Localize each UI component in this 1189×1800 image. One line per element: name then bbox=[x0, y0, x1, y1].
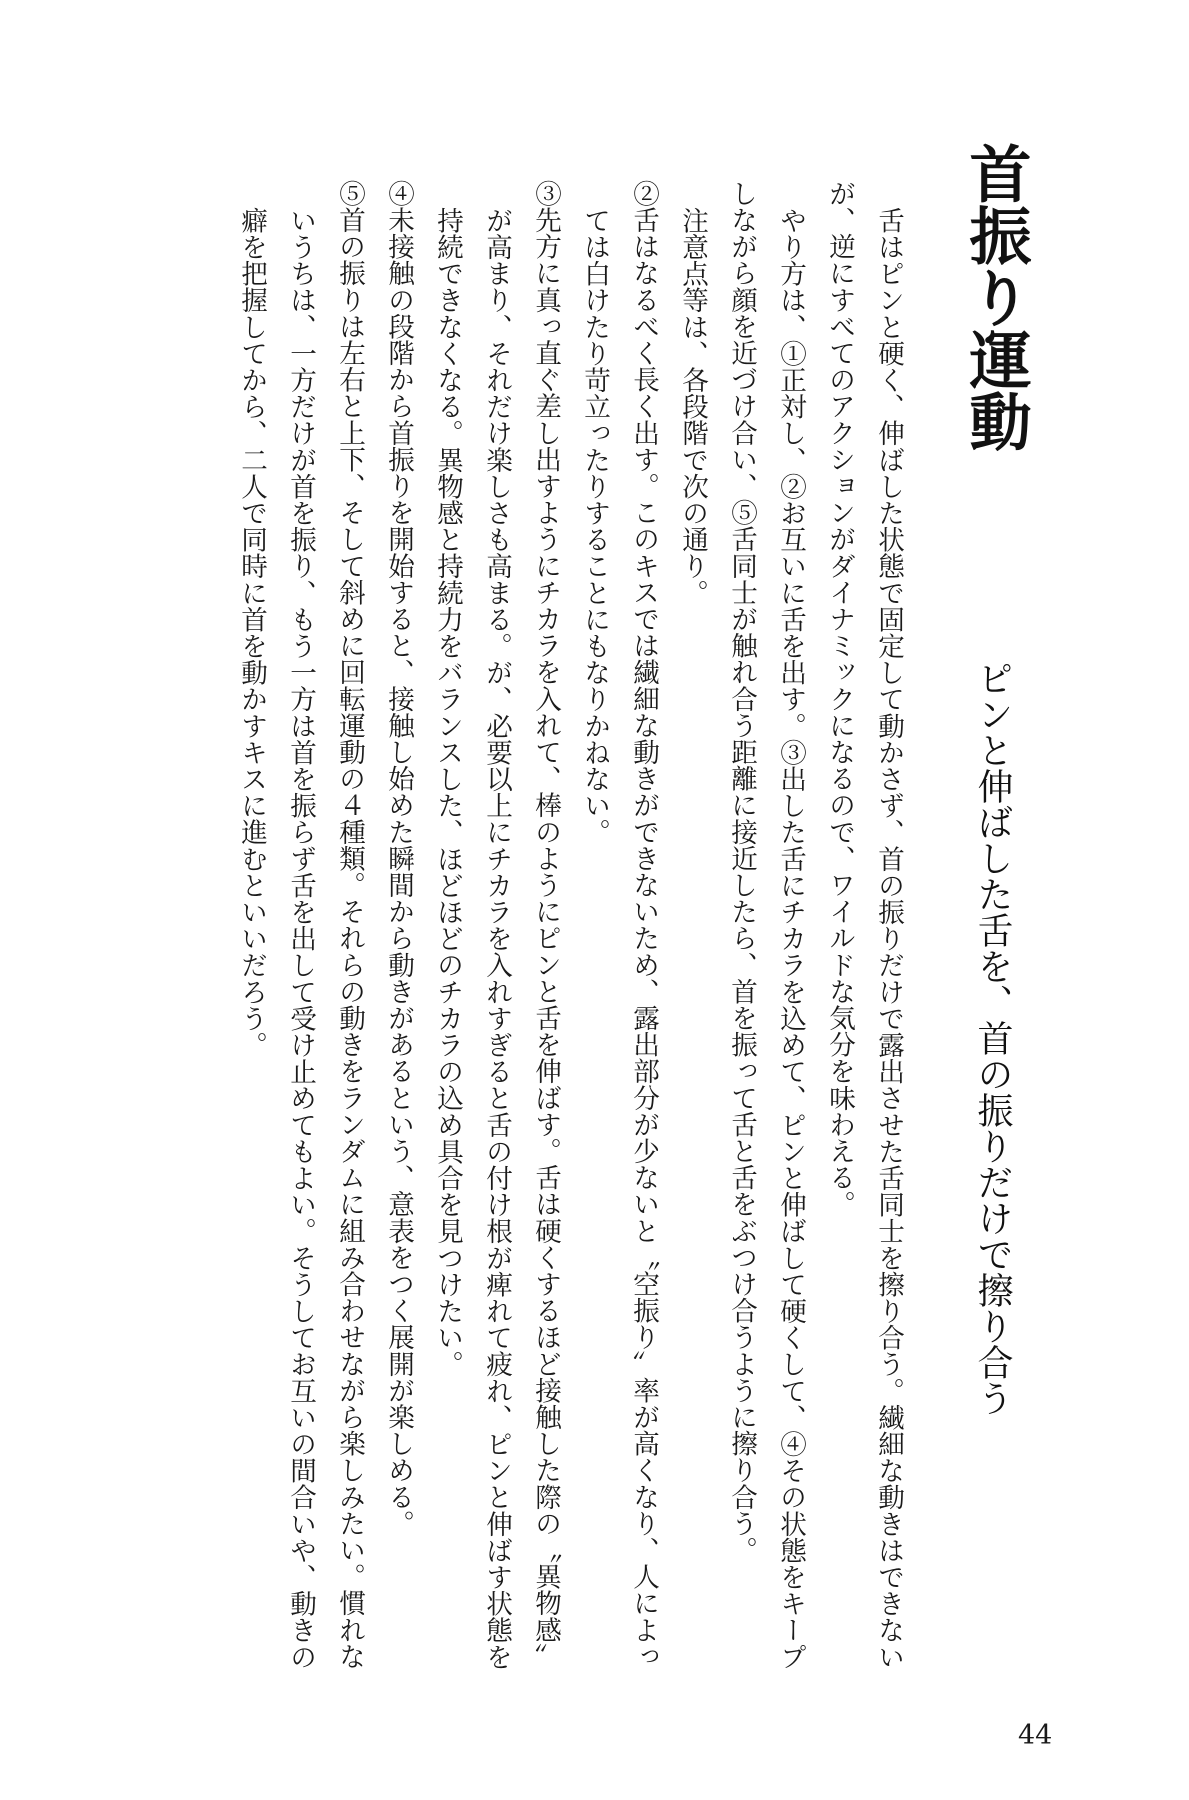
paragraph-note-2: ②舌はなるべく長く出す。このキスでは繊細な動きができないため、露出部分が少ないと〝空振り〟率が高くなり、人によっては白けたり苛立ったりすることにもなりかねない。 bbox=[579, 180, 659, 1670]
page-number: 44 bbox=[1018, 1720, 1053, 1751]
paragraph-note-4: ④未接触の段階から首振りを開始すると、接触し始めた瞬間から動きがあるという、意表をつく展開が楽しめる。 bbox=[383, 180, 414, 1537]
paragraph-note-5: ⑤首の振りは左右と上下、そして斜めに回転運動の４種類。それらの動きをランダムに組み合わせながら楽しみたい。慣れないうちは、一方だけが首を振り、もう一方は首を振らず舌を出して受け止めてもよい。そうしてお互いの間合いや、動きの癖を把握してから、二人で同時に首を動かすキスに進むといいだろう。 bbox=[236, 180, 365, 1670]
paragraph-intro: 舌はピンと硬く、伸ばした状態で固定して動かさず、首の振りだけで露出させた舌同士を擦り合う。繊細な動きはできないが、逆にすべてのアクションがダイナミックになるので、ワイルドな気分を味わえる。 bbox=[824, 180, 904, 1670]
page-subtitle: ピンと伸ばした舌を、首の振りだけで擦り合う bbox=[972, 660, 1013, 1416]
paragraph-notes-heading: 注意点等は、各段階で次の通り。 bbox=[677, 206, 708, 606]
body-text bbox=[133, 180, 913, 1680]
paragraph-steps: やり方は、①正対し、②お互いに舌を出す。③出した舌にチカラを込めて、ピンと伸ばして硬くして、④その状態をキープしながら顔を近づけ合い、⑤舌同士が触れ合う距離に接近したら、首を振って舌と舌をぶつけ合うように擦り合う。 bbox=[726, 180, 806, 1670]
paragraph-note-3: ③先方に真っ直ぐ差し出すようにチカラを入れて、棒のようにピンと舌を伸ばす。舌は硬くするほど接触した際の〝異物感〟が高まり、それだけ楽しさも高まる。が、必要以上にチカラを入れすぎると舌の付け根が痺れて疲れ、ピンと伸ばす状態を持続できなくなる。異物感と持続力をバランスした、ほどほどのチカラの込め具合を見つけたい。 bbox=[432, 180, 561, 1670]
page-title: 首振り運動 bbox=[959, 142, 1032, 452]
